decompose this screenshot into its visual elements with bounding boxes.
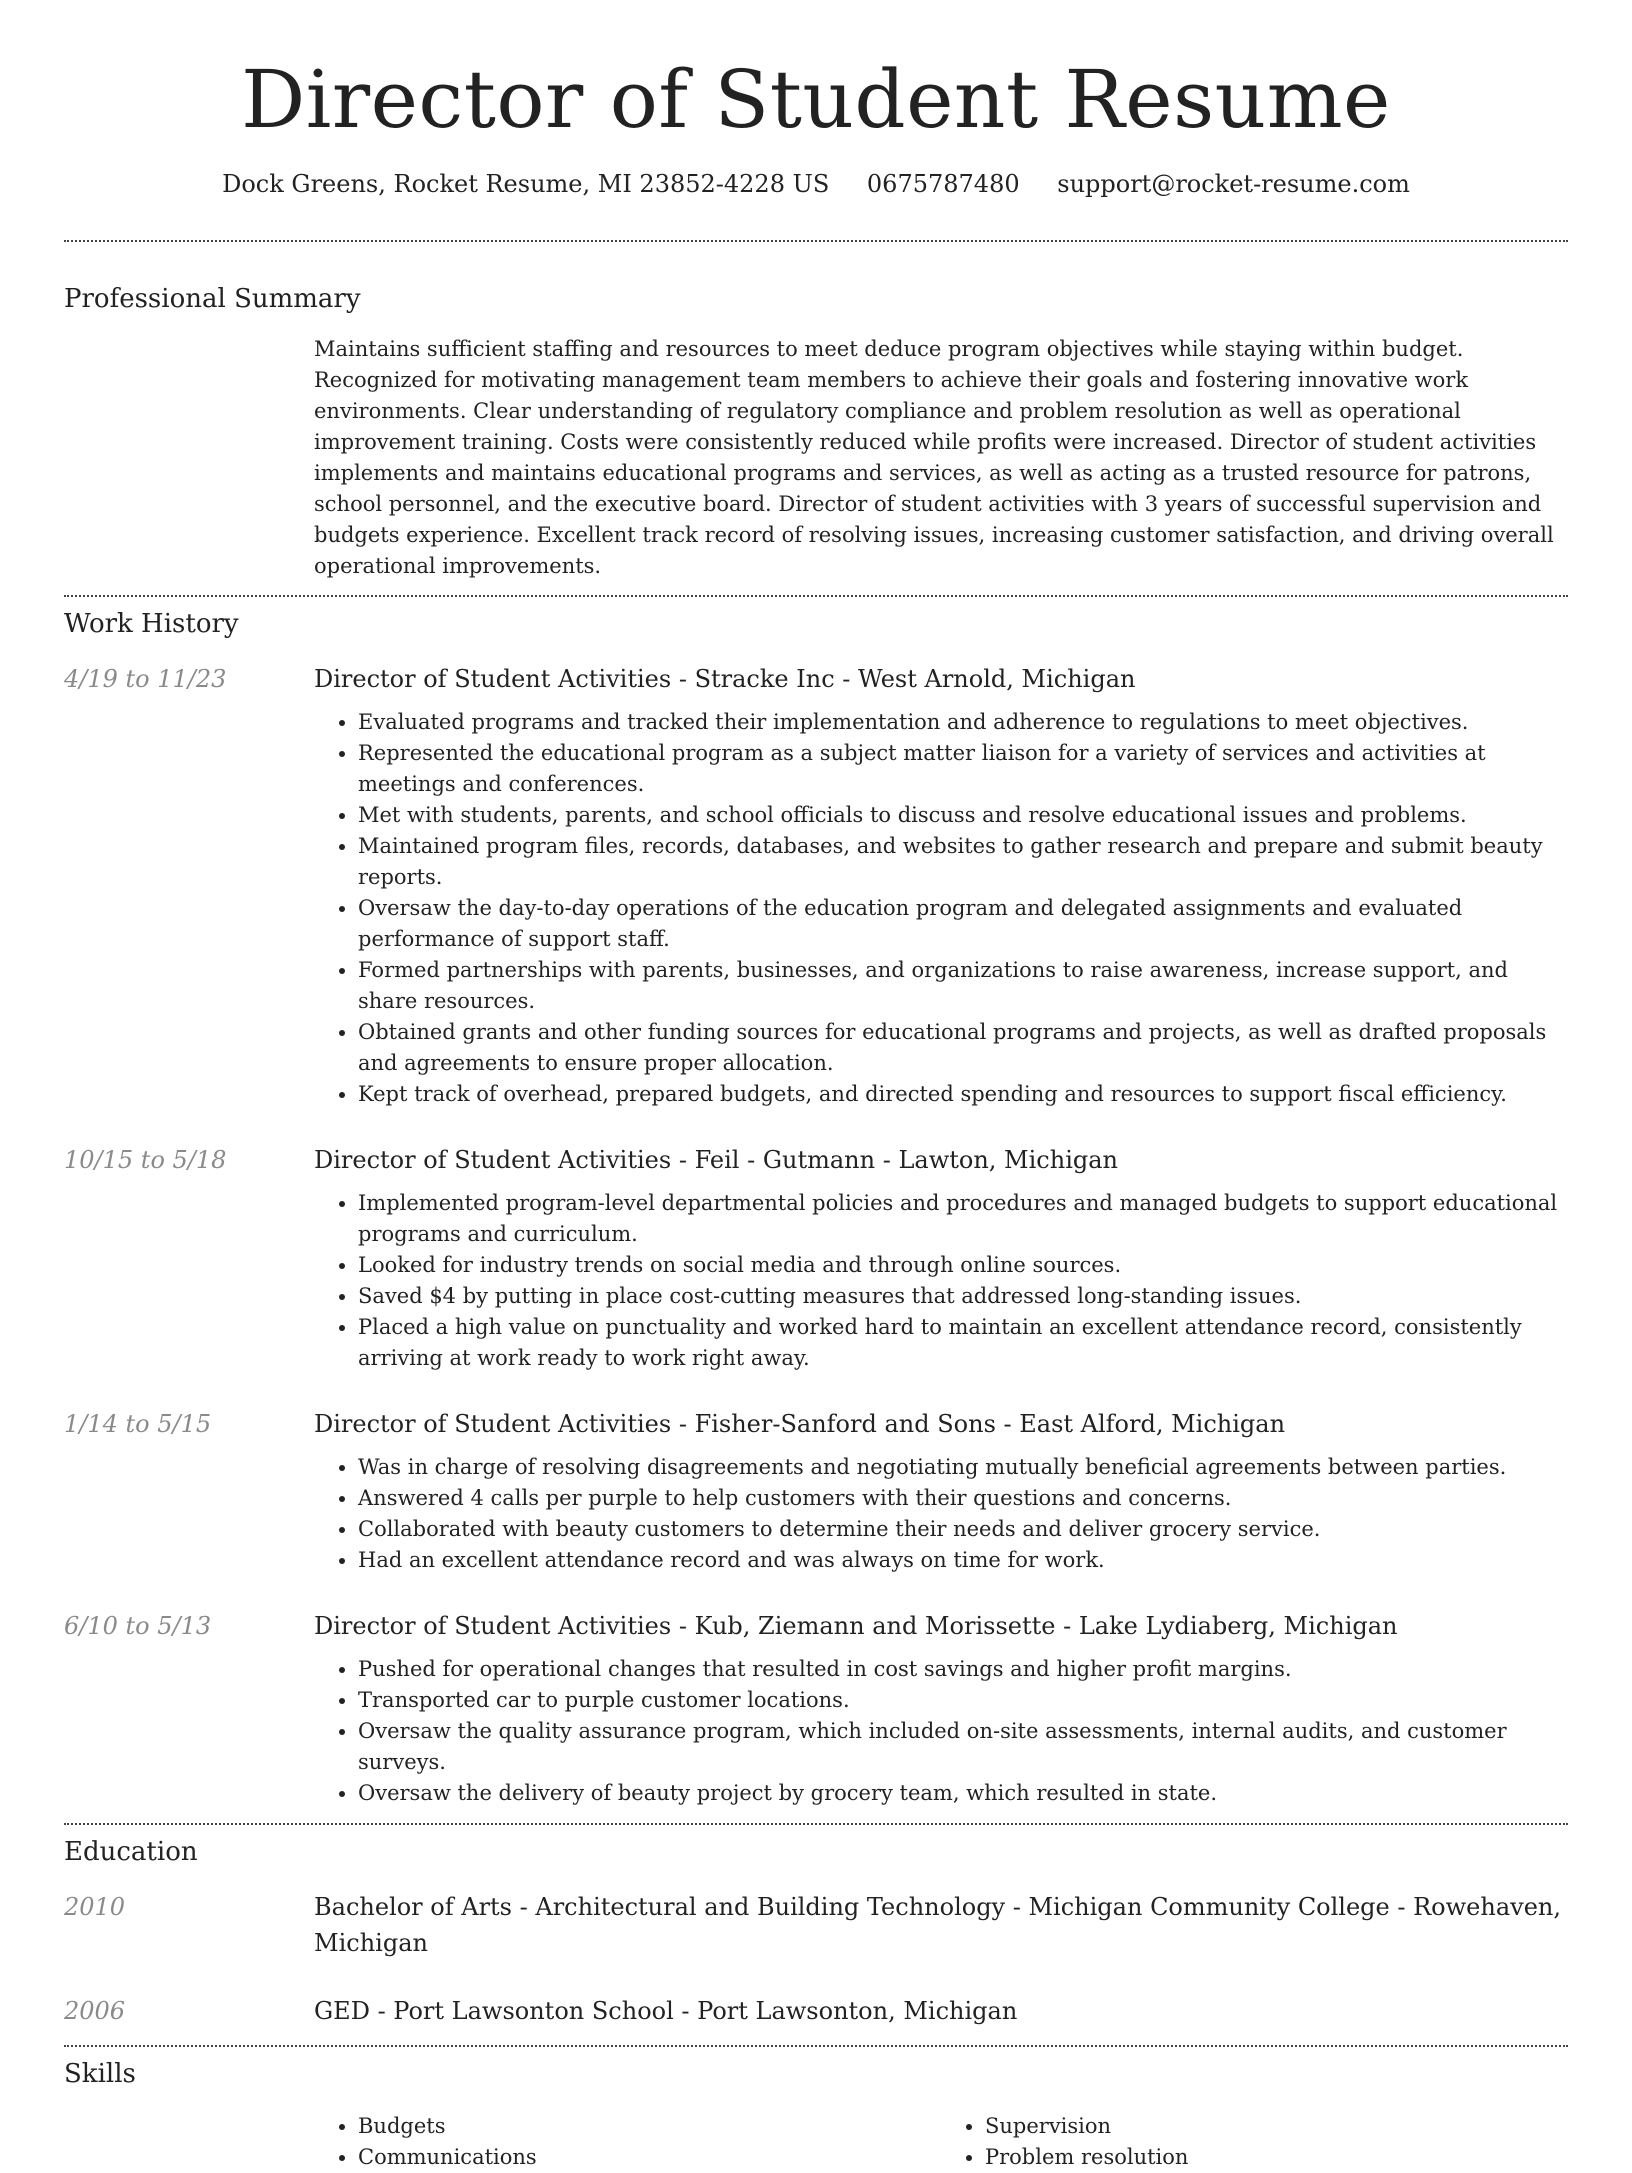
work-bullet: • Oversaw the delivery of beauty project by grocery team, which resulted in state. bbox=[358, 1778, 1568, 1809]
work-title: Director of Student Activities - Feil - Gutmann - Lawton, Michigan bbox=[314, 1146, 1118, 1174]
education-year: 2010 bbox=[64, 1893, 126, 1921]
work-bullet: • Formed partnerships with parents, businesses, and organizations to raise awareness, increase support, and share resources. bbox=[358, 955, 1568, 1017]
work-bullet: • Evaluated programs and tracked their implementation and adherence to regulations to meet objectives. bbox=[358, 707, 1568, 738]
education-entry bbox=[64, 1889, 1568, 1961]
work-bullets bbox=[314, 1654, 1568, 1809]
work-entry bbox=[64, 1142, 1568, 1374]
work-body bbox=[314, 1142, 1568, 1374]
work-title: Director of Student Activities - Kub, Ziemann and Morissette - Lake Lydiaberg, Michigan bbox=[314, 1612, 1398, 1640]
work-body bbox=[314, 1406, 1568, 1576]
section-divider bbox=[64, 240, 1568, 242]
education-body bbox=[314, 1889, 1568, 1961]
work-bullet: • Transported car to purple customer locations. bbox=[358, 1685, 1568, 1716]
work-bullet: • Represented the educational program as a subject matter liaison for a variety of services and activities at meetings and conferences. bbox=[358, 738, 1568, 800]
work-bullets bbox=[314, 707, 1568, 1110]
contact-phone: 0675787480 bbox=[866, 170, 1020, 198]
work-bullet: • Maintained program files, records, databases, and websites to gather research and prepare and submit beauty reports. bbox=[358, 831, 1568, 893]
skills-grid bbox=[64, 2111, 1568, 2173]
work-dates: 6/10 to 5/13 bbox=[64, 1612, 212, 1640]
work-bullets bbox=[314, 1188, 1568, 1374]
skills-list bbox=[314, 2111, 941, 2173]
work-bullet: • Implemented program-level departmental policies and procedures and managed budgets to support educational programs and curriculum. bbox=[358, 1188, 1568, 1250]
work-bullet: • Met with students, parents, and school officials to discuss and resolve educational issues and problems. bbox=[358, 800, 1568, 831]
section-divider bbox=[64, 2045, 1568, 2047]
section-divider bbox=[64, 1823, 1568, 1825]
work-title: Director of Student Activities - Stracke Inc - West Arnold, Michigan bbox=[314, 665, 1136, 693]
skill-item: • Budgets bbox=[358, 2111, 941, 2142]
work-bullet: • Kept track of overhead, prepared budgets, and directed spending and resources to support fiscal efficiency. bbox=[358, 1079, 1568, 1110]
education-entry bbox=[64, 1993, 1568, 2029]
summary-heading: Professional Summary bbox=[64, 284, 361, 314]
work-bullet: • Placed a high value on punctuality and worked hard to maintain an excellent attendance record, consistently arriving at work ready to work right away. bbox=[358, 1312, 1568, 1374]
work-title: Director of Student Activities - Fisher-Sanford and Sons - East Alford, Michigan bbox=[314, 1410, 1286, 1438]
work-bullet: • Looked for industry trends on social media and through online sources. bbox=[358, 1250, 1568, 1281]
work-bullet: • Was in charge of resolving disagreements and negotiating mutually beneficial agreements between parties. bbox=[358, 1452, 1568, 1483]
work-bullets bbox=[314, 1452, 1568, 1576]
skill-item: • Problem resolution bbox=[985, 2142, 1568, 2173]
work-dates: 1/14 to 5/15 bbox=[64, 1410, 212, 1438]
work-entry bbox=[64, 1608, 1568, 1809]
work-entry bbox=[64, 1406, 1568, 1576]
work-bullet: • Saved $4 by putting in place cost-cutting measures that addressed long-standing issues. bbox=[358, 1281, 1568, 1312]
resume-page bbox=[0, 52, 1632, 2169]
work-dates: 4/19 to 11/23 bbox=[64, 665, 227, 693]
education-year: 2006 bbox=[64, 1997, 126, 2025]
work-body bbox=[314, 661, 1568, 1110]
work-history-heading: Work History bbox=[64, 609, 239, 639]
education-heading: Education bbox=[64, 1837, 198, 1867]
work-body bbox=[314, 1608, 1568, 1809]
work-bullet: • Obtained grants and other funding sources for educational programs and projects, as well as drafted proposals and agreements to ensure proper allocation. bbox=[358, 1017, 1568, 1079]
contact-address: Dock Greens, Rocket Resume, MI 23852-4228 US bbox=[222, 170, 830, 198]
skills-column-left bbox=[314, 2111, 941, 2173]
contact-email: support@rocket-resume.com bbox=[1057, 170, 1410, 198]
education-title: Bachelor of Arts - Architectural and Building Technology - Michigan Community College - Rowehaven, Michigan bbox=[314, 1893, 1561, 1957]
work-bullet: • Had an excellent attendance record and was always on time for work. bbox=[358, 1545, 1568, 1576]
work-bullet: • Answered 4 calls per purple to help customers with their questions and concerns. bbox=[358, 1483, 1568, 1514]
summary-text: Maintains sufficient staffing and resources to meet deduce program objectives while staying within budget. Recognized for motivating management team members to achieve their goals and fostering innovative work environments. Clear understanding of regulatory compliance and problem resolution as well as operational improvement training. Costs were consistently reduced while profits were increased. Director of student activities implements and maintains educational programs and services, as well as acting as a trusted resource for patrons, school personnel, and the executive board. Director of student activities with 3 years of successful supervision and budgets experience. Excellent track record of resolving issues, increasing customer satisfaction, and driving overall operational improvements. bbox=[314, 337, 1554, 578]
section-divider bbox=[64, 595, 1568, 597]
work-bullet: • Oversaw the day-to-day operations of the education program and delegated assignments and evaluated performance of support staff. bbox=[358, 893, 1568, 955]
work-bullet: • Oversaw the quality assurance program, which included on-site assessments, internal audits, and customer surveys. bbox=[358, 1716, 1568, 1778]
work-dates: 10/15 to 5/18 bbox=[64, 1146, 227, 1174]
education-body bbox=[314, 1993, 1568, 2029]
skill-item: • Communications bbox=[358, 2142, 941, 2173]
skill-item: • Supervision bbox=[985, 2111, 1568, 2142]
skills-heading: Skills bbox=[64, 2059, 136, 2089]
resume-name: Director of Student Resume bbox=[241, 53, 1391, 146]
work-bullet: • Collaborated with beauty customers to determine their needs and deliver grocery service. bbox=[358, 1514, 1568, 1545]
education-title: GED - Port Lawsonton School - Port Lawsonton, Michigan bbox=[314, 1997, 1018, 2025]
work-entry bbox=[64, 661, 1568, 1110]
skills-column-right bbox=[941, 2111, 1568, 2173]
skills-list bbox=[941, 2111, 1568, 2173]
work-bullet: • Pushed for operational changes that resulted in cost savings and higher profit margins. bbox=[358, 1654, 1568, 1685]
contact-line bbox=[64, 168, 1568, 200]
